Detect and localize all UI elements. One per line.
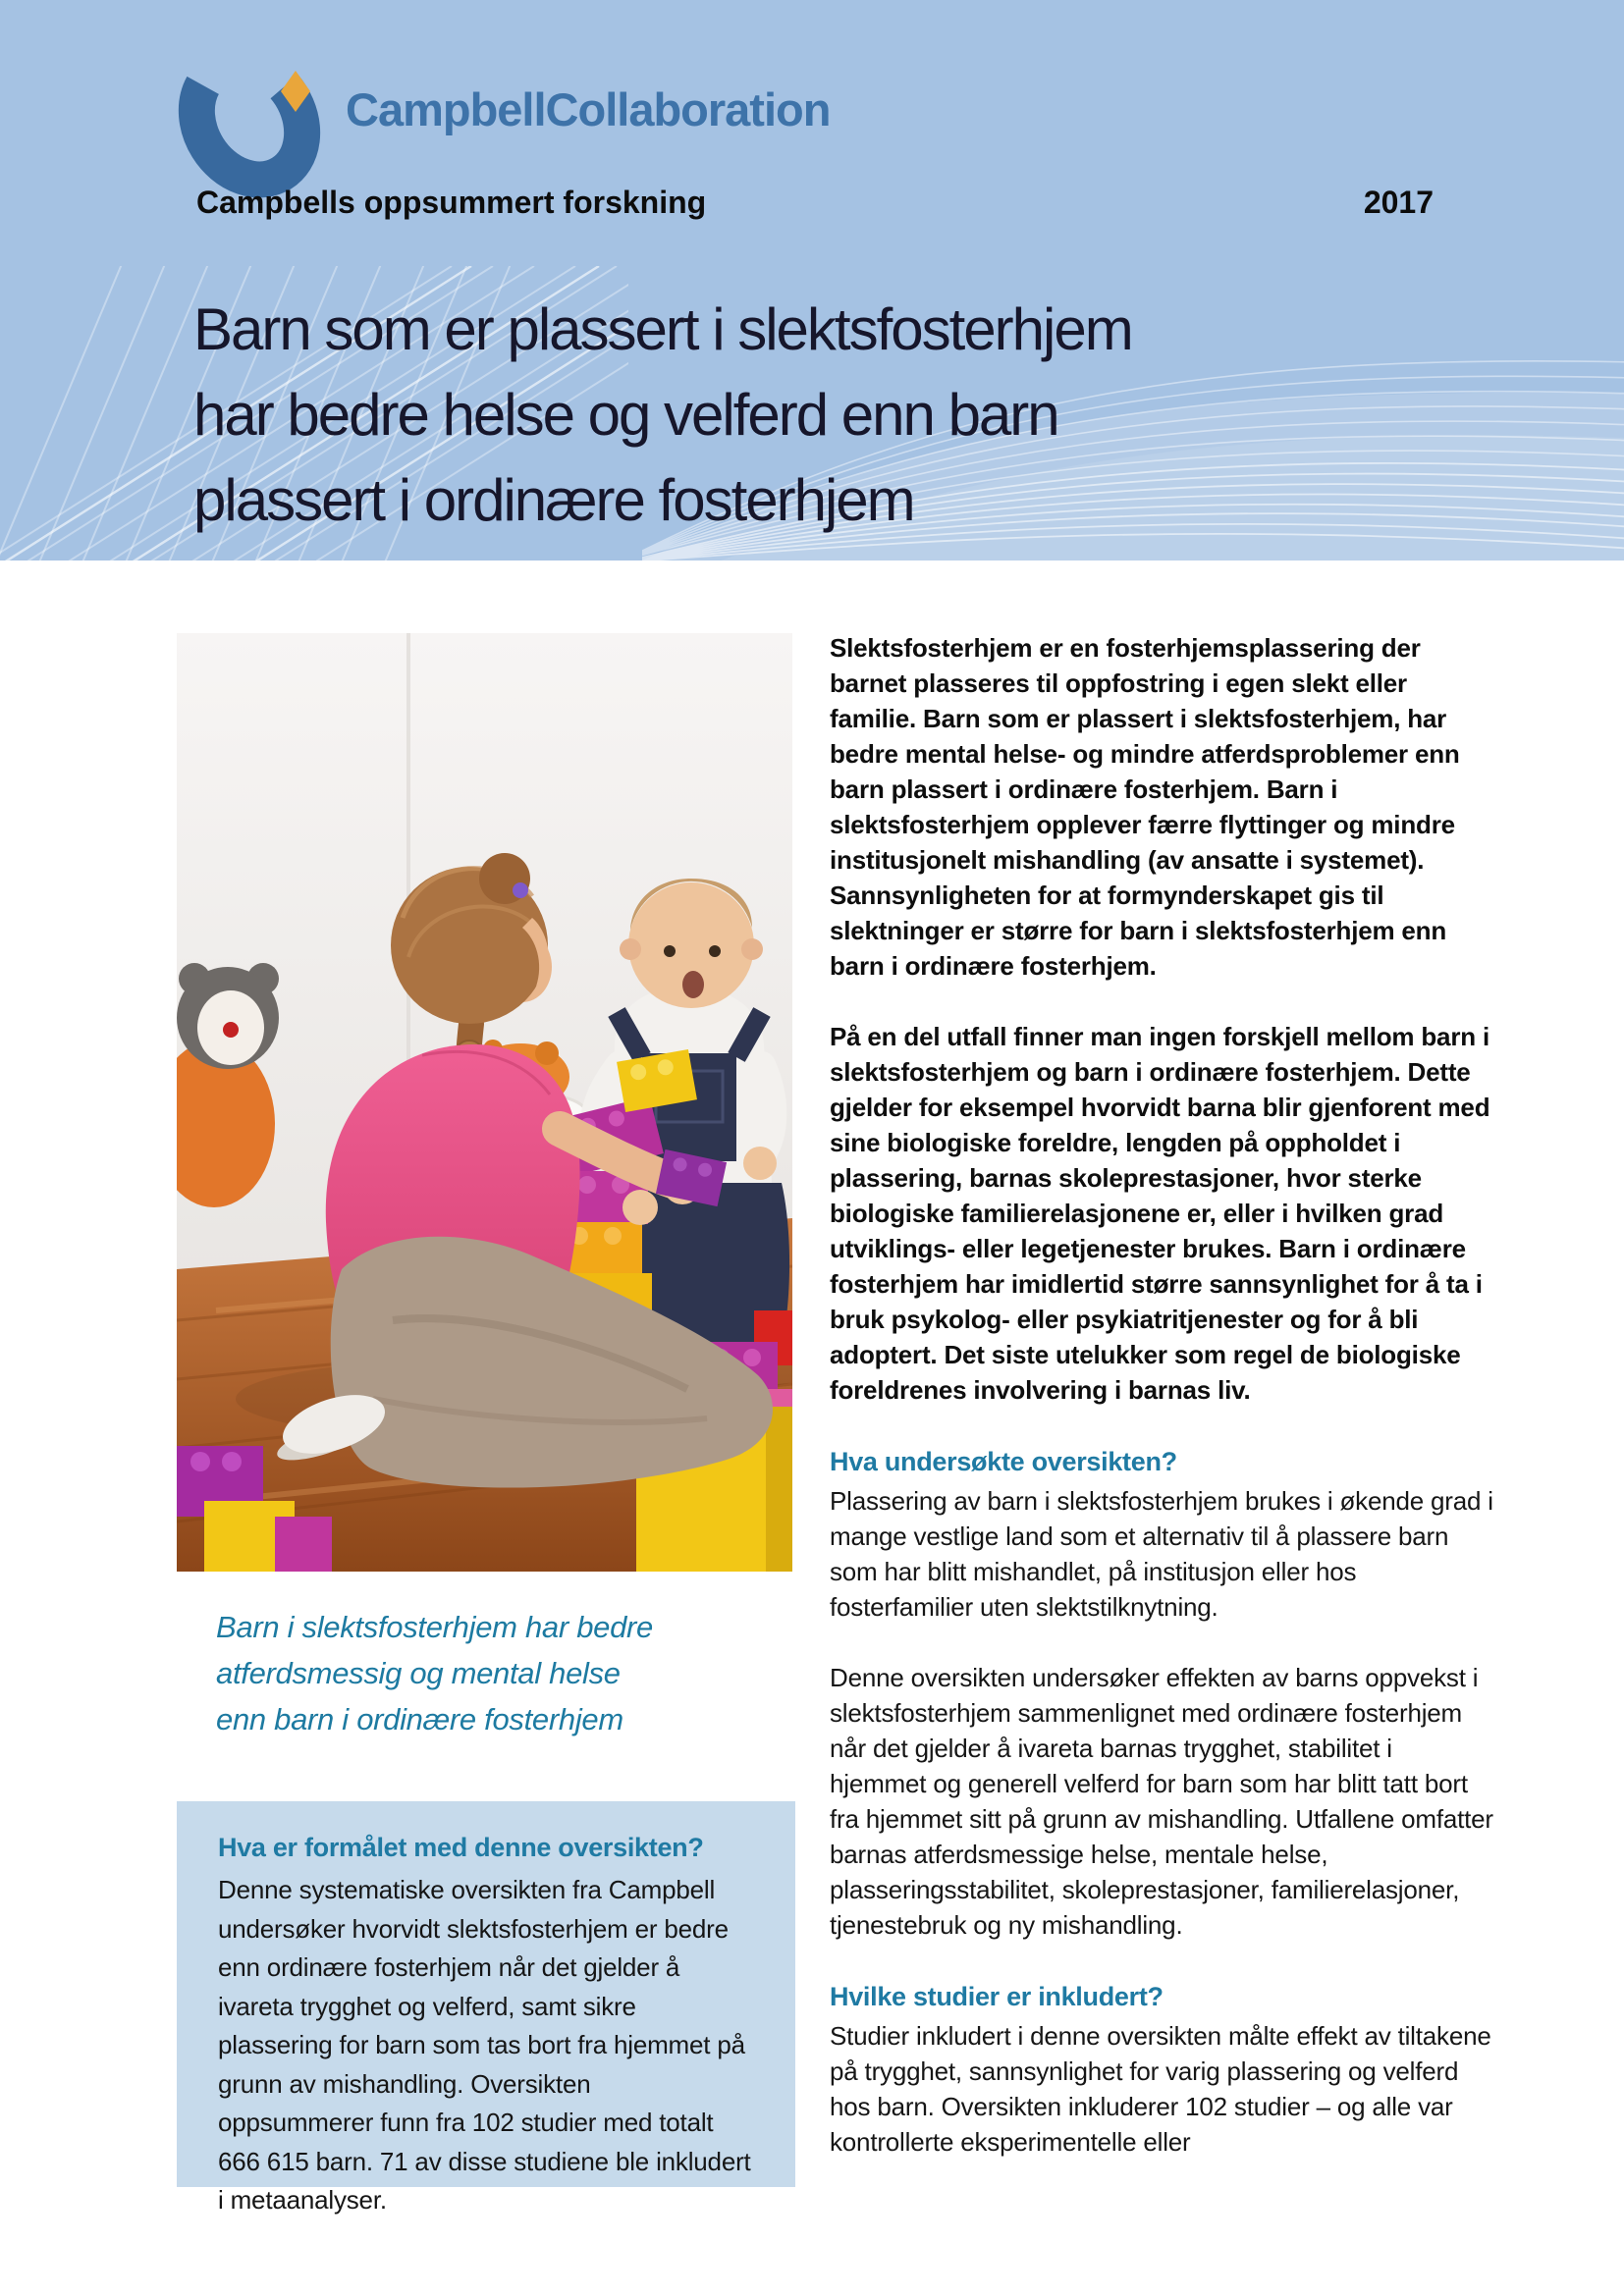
campbell-logo-icon [177,35,332,198]
purpose-box-heading: Hva er formålet med denne oversikten? [218,1833,704,1862]
page-title-line-1: Barn som er plassert i slektsfosterhjem [193,296,1132,362]
lead-paragraph-2: På en del utfall finner man ingen forskjell mellom barn i slektsfosterhjem og barn i ordinære fosterhjem. Dette gjelder for eksempel hvorvidt barna blir gjenforent med sine biologiske foreldre, lengden på oppholdet i plassering, barnas skoleprestasjoner, hvor sterke biologiske familierelasjonene er, eller i hvilken grad utviklings- eller legetjenester brukes. Barn i ordinære fosterhjem har imidlertid større sannsynlighet for å ta i bruk psykolog- eller psykiatritjenester og for å bli adoptert. Det siste utelukker som regel de biologiske foreldrenes involvering i barnas liv. [830,1022,1490,1405]
purpose-box-body: Denne systematiske oversikten fra Campbell undersøker hvorvidt slektsfosterhjem er bedre enn ordinære fosterhjem når det gjelder å ivareta trygghet og velferd, samt sikre plassering for barn som tas bort fra hjemmet på grunn av mishandling. Oversikten oppsummerer funn fra 102 studier med totalt 666 615 barn. 71 av disse studiene ble inkludert i metaanalyser. [218,1875,751,2215]
pull-quote-line-3: enn barn i ordinære fosterhjem [216,1702,623,1736]
section-1-paragraph-1: Plassering av barn i slektsfosterhjem brukes i økende grad i mange vestlige land som et alternativ til å plassere barn som har blitt mishandlet, på institusjon eller hos fosterfamilier uten slektstilknytning. [830,1486,1493,1622]
pull-quote-line-1: Barn i slektsfosterhjem har bedre [216,1610,653,1644]
pull-quote [216,1604,785,1742]
pull-quote-line-2: atferdsmessig og mental helse [216,1656,621,1690]
page-title-line-3: plassert i ordinære fosterhjem [193,467,914,533]
page-title [193,287,1132,543]
year-label: 2017 [1363,185,1434,220]
purpose-box [177,1801,795,2215]
section-heading-included-studies: Hvilke studier er inkludert? [830,1982,1164,2011]
banner [0,0,1624,561]
lead-paragraph-1: Slektsfosterhjem er en fosterhjemsplassering der barnet plasseres til oppfostring i egen slekt eller familie. Barn som er plassert i slektsfosterhjem, har bedre mental helse- og mindre atferdsproblemer enn barn plassert i ordinære fosterhjem. Barn i slektsfosterhjem opplever færre flyttinger og mindre institusjonelt mishandling (av ansatte i systemet). Sannsynligheten for at formynderskapet gis til slektninger er større for barn i slektsfosterhjem enn barn i ordinære fosterhjem. [830,633,1460,981]
page-title-line-2: har bedre helse og velferd enn barn [193,382,1058,448]
series-title: Campbells oppsummert forskning [196,185,707,220]
section-1-paragraph-2: Denne oversikten undersøker effekten av barns oppvekst i slektsfosterhjem sammenlignet med ordinære fosterhjem når det gjelder å ivareta barnas trygghet, stabilitet i hjemmet og generell velferd for barn som har blitt tatt bort fra hjemmet sitt på grunn av mishandling. Utfallene omfatter barnas atferdsmessige helse, mentale helse, plasseringsstabilitet, skoleprestasjoner, familierelasjoner, tjenestebruk og ny mishandling. [830,1663,1493,1940]
section-heading-what-examined: Hva undersøkte oversikten? [830,1447,1177,1476]
photo-children-playing-with-blocks [177,633,792,1572]
brand-name: CampbellCollaboration [346,83,831,135]
plush-toy [177,963,279,1207]
section-2-paragraph-1: Studier inkludert i denne oversikten målte effekt av tiltakene på trygghet, sannsynlighet for varig plassering og velferd hos barn. Oversikten inkluderer 102 studier – og alle var kontrollerte eksperimentelle eller [830,2021,1491,2157]
main-text-column [830,630,1493,2195]
